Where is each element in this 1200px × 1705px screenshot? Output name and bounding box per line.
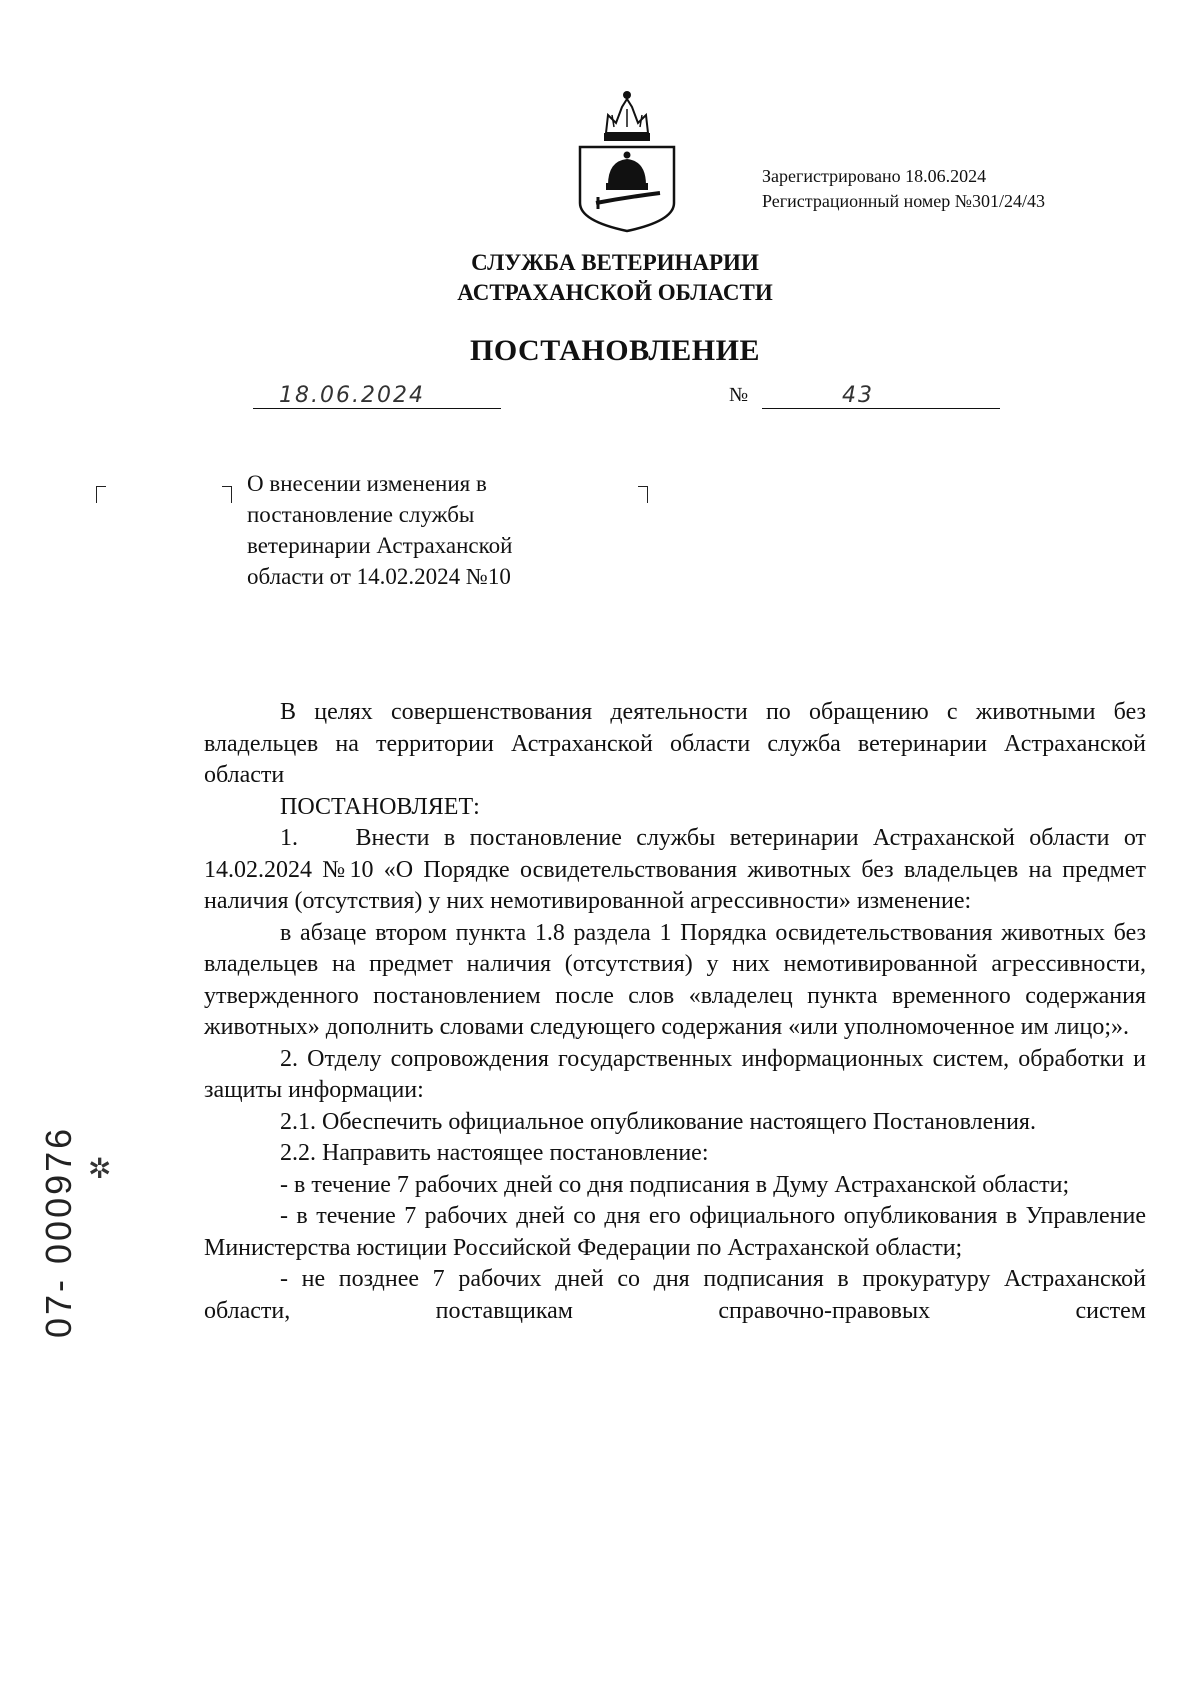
dash-item-prosecutor: - не позднее 7 рабочих дней со дня подписания в прокуратуру Астраханской области, поставщикам справочно-правовых систем (204, 1266, 1146, 1324)
item-2-2-paragraph: 2.2. Направить настоящее постановление: (280, 1140, 709, 1166)
resolves-label: ПОСТАНОВЛЯЕТ: (280, 793, 480, 820)
item-1-paragraph: 1. Внести в постановление службы ветеринарии Астраханской области от 14.02.2024 №10 «О Порядке освидетельствования животных без владельцев на предмет наличия (отсутствия) у них немотивированной агрессивности» изменение: (204, 825, 1146, 914)
handwritten-number: 43 (842, 383, 874, 408)
number-field (762, 384, 1000, 409)
registration-number: Регистрационный номер №301/24/43 (762, 191, 1045, 211)
item-2-paragraph: 2. Отделу сопровождения государственных информационных систем, обработки и защиты информации: (204, 1045, 1146, 1103)
dash-item-ministry: - в течение 7 рабочих дней со дня его официального опубликования в Управление Министерства юстиции Российской Федерации по Астраханской области; (204, 1203, 1146, 1261)
preamble-paragraph: В целях совершенствования деятельности по обращению с животными без владельцев на территории Астраханской области служба ветеринарии Астраханской области (204, 699, 1146, 788)
agency-name-line1: СЛУЖБА ВЕТЕРИНАРИИ (471, 250, 759, 275)
subject-bracket-mid (222, 486, 232, 503)
handwritten-date: 18.06.2024 (279, 383, 425, 408)
subject-heading (247, 468, 512, 592)
dash-item-duma: - в течение 7 рабочих дней со дня подписания в Думу Астраханской области; (280, 1171, 1070, 1198)
subject-line: области от 14.02.2024 №10 (247, 564, 511, 589)
subject-line: О внесении изменения в (247, 471, 487, 496)
agency-name-line2: АСТРАХАНСКОЙ ОБЛАСТИ (457, 280, 773, 305)
coat-of-arms-icon (568, 85, 686, 235)
subject-line: постановление службы (247, 502, 475, 527)
registration-date: Зарегистрировано 18.06.2024 (762, 166, 987, 186)
item-2-1-paragraph: 2.1. Обеспечить официальное опубликование настоящего Постановления. (280, 1108, 1036, 1135)
registration-stamp (762, 164, 1045, 214)
agency-name (0, 248, 1200, 308)
date-field (253, 384, 501, 409)
subject-line: ветеринарии Астраханской (247, 533, 513, 558)
document-title: ПОСТАНОВЛЕНИЕ (470, 334, 760, 367)
document-body (204, 697, 1146, 1327)
margin-serial-number: 07- 000976 (38, 1125, 79, 1338)
item-1-text-paragraph: в абзаце втором пункта 1.8 раздела 1 Порядка освидетельствования животных без владельцев на предмет наличия (отсутствия) у них немотивированной агрессивности, утвержденного постановлением после слов «владелец пункта временного содержания животных» дополнить словами следующего содержания «или уполномоченное им лицо;». (204, 919, 1146, 1040)
subject-bracket-right (638, 486, 648, 503)
subject-bracket-left (96, 486, 106, 503)
margin-mark: ✲ (88, 1152, 112, 1185)
number-label: № (729, 384, 749, 406)
